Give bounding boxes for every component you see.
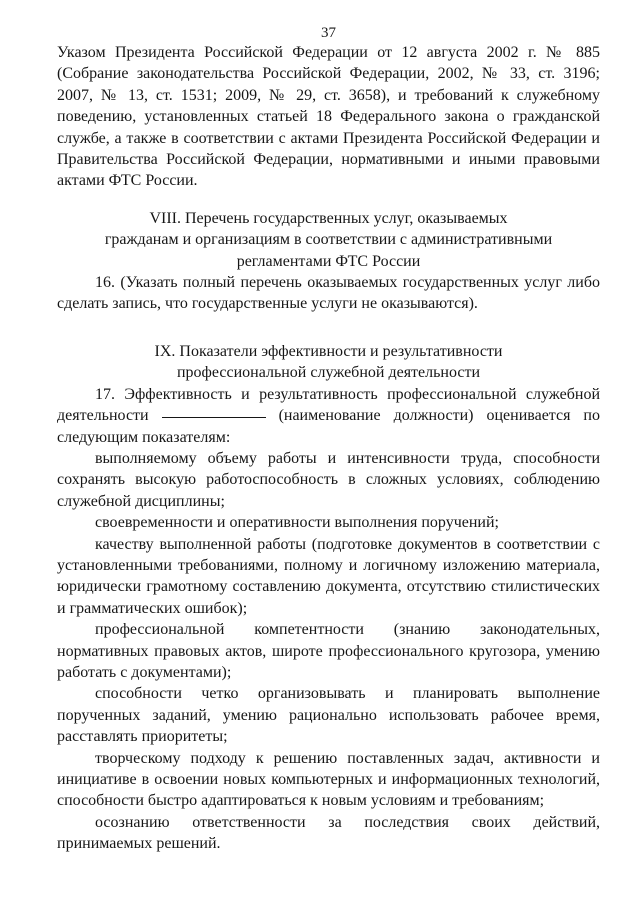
criteria-paragraph-competence: профессиональной компетентности (знанию законодательных, нормативных правовых актов, широте профессионального кругозора, умению работать с документами); xyxy=(57,621,600,681)
criteria-paragraph-workload: выполняемому объему работы и интенсивности труда, способности сохранять высокую работоспособность в сложных условиях, соблюдению служебной дисциплины; xyxy=(57,449,600,510)
section-ix-heading xyxy=(57,341,600,384)
fill-in-blank xyxy=(162,416,266,418)
criteria-paragraph-timeliness: своевременности и оперативности выполнения поручений; xyxy=(95,514,499,532)
page-number: 37 xyxy=(321,25,336,41)
criteria-paragraph-creativity: творческому подходу к решению поставленных задач, активности и инициативе в освоении новых компьютерных и информационных технологий, способности быстро адаптироваться к новым условиям и требованиям; xyxy=(57,749,600,810)
criteria-paragraph-organization: способности четко организовывать и планировать выполнение порученных заданий, умению рационально использовать рабочее время, расставлять приоритеты; xyxy=(57,685,600,746)
item-17-text-before-blank: 17. Эффективность и результативность профессиональной служебной деятельности xyxy=(57,385,600,425)
section-viii-heading xyxy=(57,208,600,272)
section-viii-heading-line-1: VIII. Перечень государственных услуг, оказываемых xyxy=(149,209,508,227)
section-ix-heading-line-1: IX. Показатели эффективности и результативности xyxy=(154,342,503,360)
section-viii-heading-line-3: регламентами ФТС России xyxy=(236,252,421,270)
section-viii-heading-line-2: гражданам и организациям в соответствии с административными xyxy=(104,231,553,249)
item-17-text-after-blank: (наименование должности) оценивается по следующим показателям: xyxy=(57,407,600,446)
criteria-paragraph-quality: качеству выполненной работы (подготовке документов в соответствии с установленными требованиями, полному и логичному изложению материала, юридически грамотному составлению документа, отсутствию стилистических и грамматических ошибок); xyxy=(57,535,600,617)
item-17-paragraph xyxy=(57,384,600,448)
intro-paragraph: Указом Президента Российской Федерации от 12 августа 2002 г. № 885 (Собрание законодательства Российской Федерации, 2002, № 33, ст. 3196; 2007, № 13, ст. 1531; 2009, № 29, ст. 3658), и требований к служебному поведению, установленных статьей 18 Федерального закона о гражданской службе, а также в соответствии с актами Президента Российской Федерации и Правительства Российской Федерации, нормативными и иными правовыми актами ФТС России. xyxy=(57,44,600,190)
section-ix-heading-line-2: профессиональной служебной деятельности xyxy=(176,364,481,382)
criteria-paragraph-responsibility: осознанию ответственности за последствия своих действий, принимаемых решений. xyxy=(57,813,600,853)
item-16-paragraph: 16. (Указать полный перечень оказываемых государственных услуг либо сделать запись, что государственные услуги не оказываются). xyxy=(57,274,600,313)
document-body xyxy=(57,42,600,855)
